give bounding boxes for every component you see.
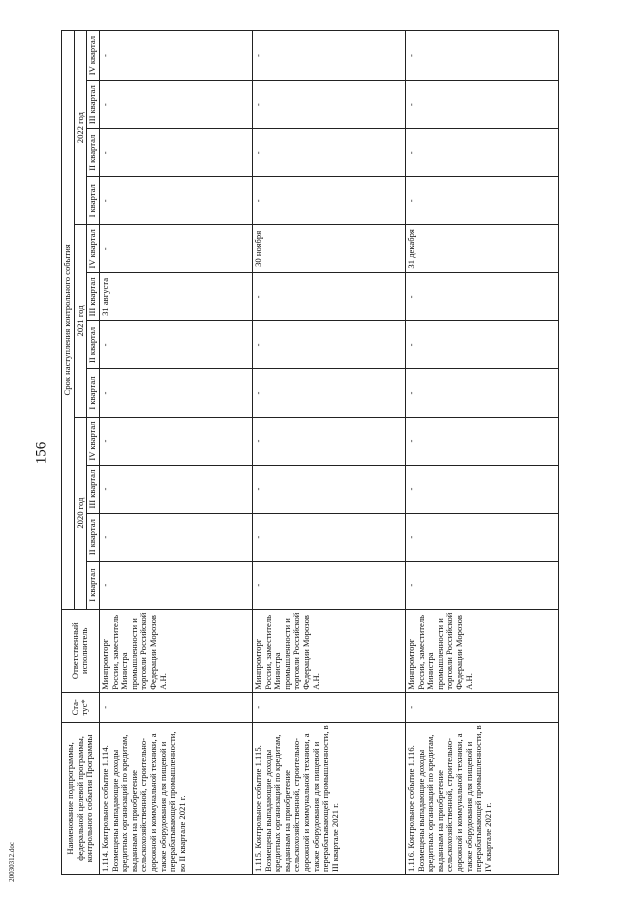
event-executor: Минпромторг России, заместитель Министра промышленности и торговли Российской Федерации Морозов А.Н. xyxy=(99,609,252,692)
date-cell: - xyxy=(252,31,405,81)
header-quarter: III квартал xyxy=(87,81,100,129)
header-year: 2020 год xyxy=(74,417,87,609)
event-status: - xyxy=(252,692,405,722)
event-status: - xyxy=(405,692,558,722)
header-quarter: I квартал xyxy=(87,177,100,225)
header-quarter: II квартал xyxy=(87,513,100,561)
header-quarter: IV квартал xyxy=(87,225,100,273)
table-row xyxy=(405,31,558,875)
event-name: 1.115. Контрольное событие 1.115. Возмещены выпадающие доходы кредитных организаций по кредитам, выданным на приобретение сельскохозяйственной, строительно-дорожной и коммунальной техники, а также оборудования для пищевой и перерабатывающей промышленности, в III квартале 2021 г. xyxy=(252,722,405,874)
date-cell: 31 декабря xyxy=(405,225,558,273)
event-executor: Минпромторг России, заместитель Министра промышленности и торговли Российской Федерации Морозов А.Н. xyxy=(252,609,405,692)
date-cell: 30 ноября xyxy=(252,225,405,273)
date-cell: - xyxy=(405,273,558,321)
date-cell: 31 августа xyxy=(99,273,252,321)
date-cell: - xyxy=(252,177,405,225)
header-quarter: I квартал xyxy=(87,369,100,417)
date-cell: - xyxy=(405,561,558,609)
date-cell: - xyxy=(252,513,405,561)
footer-code: 20030312.doc xyxy=(8,842,16,882)
date-cell: - xyxy=(252,81,405,129)
event-name: 1.114. Контрольное событие 1.114. Возмещены выпадающие доходы кредитных организаций по кредитам, выданным на приобретение сельскохозяйственной, строительно-дорожной и коммунальной техники, а также оборудования для пищевой и перерабатывающей промышленности, во II квартале 2021 г. xyxy=(99,722,252,874)
table-row xyxy=(252,31,405,875)
date-cell: - xyxy=(252,369,405,417)
date-cell: - xyxy=(252,273,405,321)
page-number: 156 xyxy=(33,441,50,465)
date-cell: - xyxy=(405,417,558,465)
header-quarter: III квартал xyxy=(87,273,100,321)
date-cell: - xyxy=(99,177,252,225)
date-cell: - xyxy=(405,31,558,81)
date-cell: - xyxy=(252,129,405,177)
date-cell: - xyxy=(405,513,558,561)
date-cell: - xyxy=(252,561,405,609)
header-dates: Срок наступления контрольного события xyxy=(62,31,75,610)
header-year: 2022 год xyxy=(74,31,87,225)
document-sheet xyxy=(61,30,610,875)
date-cell: - xyxy=(405,465,558,513)
header-executor: Ответственный исполнитель xyxy=(62,609,100,692)
table-row xyxy=(99,31,252,875)
date-cell: - xyxy=(99,513,252,561)
event-status: - xyxy=(99,692,252,722)
header-quarter: I квартал xyxy=(87,561,100,609)
date-cell: - xyxy=(252,465,405,513)
header-name: Наименование подпрограммы, федеральной целевой программы, контрольного события Программы xyxy=(62,722,100,874)
event-executor: Минпромторг России, заместитель Министра промышленности и торговли Российской Федерации Морозов А.Н. xyxy=(405,609,558,692)
date-cell: - xyxy=(99,369,252,417)
event-name: 1.116. Контрольное событие 1.116. Возмещены выпадающие доходы кредитных организаций по кредитам, выданным на приобретение сельскохозяйственной, строительно-дорожной и коммунальной техники, а также оборудования для пищевой и перерабатывающей промышленности, в IV квартале 2021 г. xyxy=(405,722,558,874)
date-cell: - xyxy=(99,31,252,81)
header-quarter: IV квартал xyxy=(87,417,100,465)
header-quarter: II квартал xyxy=(87,321,100,369)
date-cell: - xyxy=(405,321,558,369)
date-cell: - xyxy=(405,369,558,417)
date-cell: - xyxy=(252,417,405,465)
date-cell: - xyxy=(99,321,252,369)
control-events-table xyxy=(61,30,559,875)
header-year: 2021 год xyxy=(74,225,87,417)
date-cell: - xyxy=(252,321,405,369)
date-cell: - xyxy=(405,177,558,225)
date-cell: - xyxy=(99,417,252,465)
header-quarter: II квартал xyxy=(87,129,100,177)
date-cell: - xyxy=(405,129,558,177)
date-cell: - xyxy=(99,81,252,129)
header-status: Ста-тус* xyxy=(62,692,100,722)
header-quarter: III квартал xyxy=(87,465,100,513)
date-cell: - xyxy=(99,561,252,609)
header-quarter: IV квартал xyxy=(87,31,100,81)
date-cell: - xyxy=(99,465,252,513)
date-cell: - xyxy=(99,225,252,273)
date-cell: - xyxy=(405,81,558,129)
date-cell: - xyxy=(99,129,252,177)
